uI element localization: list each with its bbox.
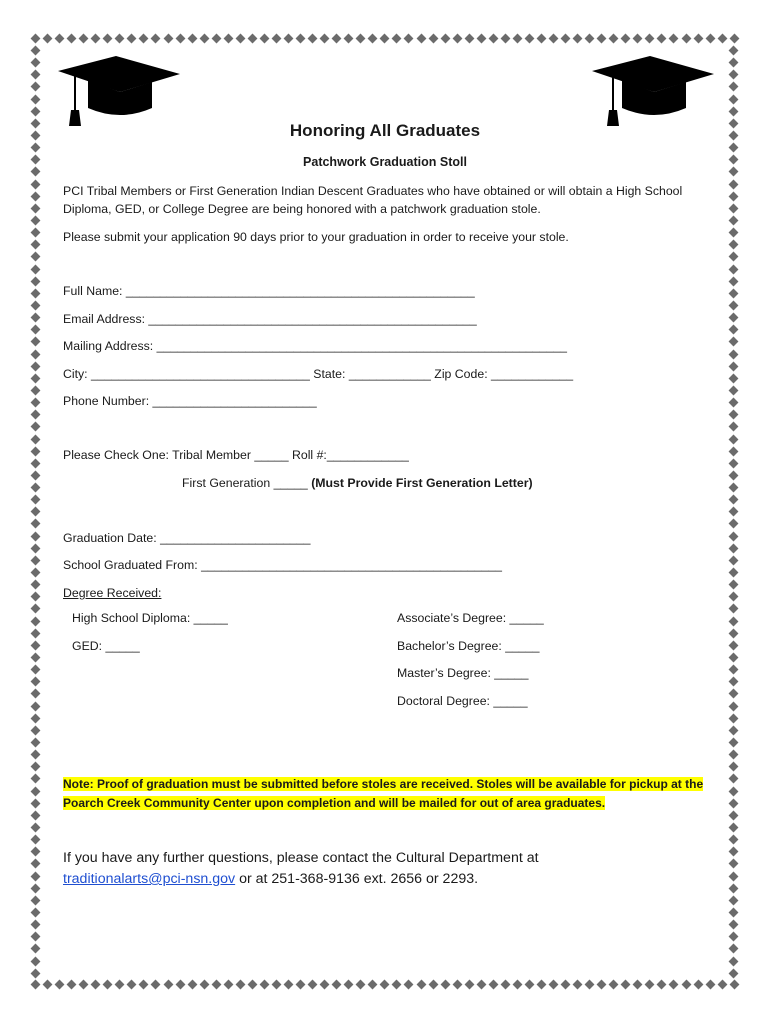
diamond-ornament bbox=[31, 592, 41, 602]
diamond-ornament bbox=[392, 980, 402, 990]
page-title: Honoring All Graduates bbox=[289, 121, 481, 140]
diamond-ornament bbox=[729, 94, 739, 104]
diamond-ornament bbox=[31, 385, 41, 395]
diamond-ornament bbox=[31, 203, 41, 213]
diamond-ornament bbox=[717, 980, 727, 990]
diamond-ornament bbox=[79, 34, 89, 44]
diamond-ornament bbox=[621, 34, 631, 44]
diamond-ornament bbox=[524, 34, 534, 44]
diamond-ornament bbox=[729, 495, 739, 505]
diamond-ornament bbox=[729, 653, 739, 663]
diamond-border-left bbox=[30, 45, 42, 979]
diamond-ornament bbox=[320, 980, 330, 990]
diamond-ornament bbox=[537, 34, 547, 44]
diamond-ornament bbox=[31, 725, 41, 735]
diamond-ornament bbox=[31, 94, 41, 104]
diamond-ornament bbox=[729, 604, 739, 614]
diamond-ornament bbox=[199, 34, 209, 44]
degree-associate[interactable]: Associate’s Degree: _____ bbox=[397, 611, 544, 625]
diamond-ornament bbox=[368, 980, 378, 990]
diamond-ornament bbox=[31, 373, 41, 383]
diamond-border-top bbox=[30, 33, 740, 45]
full-name-field[interactable]: Full Name: ___________________________________________________ bbox=[63, 284, 475, 298]
diamond-ornament bbox=[223, 980, 233, 990]
diamond-ornament bbox=[43, 980, 53, 990]
diamond-ornament bbox=[729, 228, 739, 238]
diamond-ornament bbox=[404, 34, 414, 44]
school-field[interactable]: School Graduated From: ____________________________________________ bbox=[63, 558, 502, 572]
diamond-ornament bbox=[585, 980, 595, 990]
diamond-ornament bbox=[729, 580, 739, 590]
diamond-ornament bbox=[657, 980, 667, 990]
diamond-ornament bbox=[729, 70, 739, 80]
diamond-ornament bbox=[115, 980, 125, 990]
diamond-ornament bbox=[199, 980, 209, 990]
phone-info: or at 251-368-9136 ext. 2656 or 2293. bbox=[235, 871, 479, 887]
diamond-ornament bbox=[729, 264, 739, 274]
diamond-ornament bbox=[31, 434, 41, 444]
diamond-ornament bbox=[31, 895, 41, 905]
diamond-ornament bbox=[621, 980, 631, 990]
diamond-ornament bbox=[512, 980, 522, 990]
diamond-ornament bbox=[31, 422, 41, 432]
graduation-cap-icon bbox=[592, 56, 714, 128]
diamond-ornament bbox=[163, 34, 173, 44]
degree-doctoral[interactable]: Doctoral Degree: _____ bbox=[397, 694, 528, 708]
diamond-ornament bbox=[31, 58, 41, 68]
diamond-ornament bbox=[31, 543, 41, 553]
diamond-ornament bbox=[729, 932, 739, 942]
diamond-ornament bbox=[729, 34, 739, 44]
proof-note bbox=[63, 775, 713, 813]
diamond-ornament bbox=[151, 980, 161, 990]
diamond-ornament bbox=[31, 276, 41, 286]
diamond-ornament bbox=[729, 58, 739, 68]
diamond-ornament bbox=[729, 592, 739, 602]
diamond-ornament bbox=[476, 980, 486, 990]
diamond-ornament bbox=[31, 337, 41, 347]
diamond-ornament bbox=[681, 34, 691, 44]
diamond-ornament bbox=[31, 750, 41, 760]
diamond-ornament bbox=[681, 980, 691, 990]
diamond-ornament bbox=[235, 34, 245, 44]
diamond-ornament bbox=[440, 980, 450, 990]
diamond-ornament bbox=[705, 980, 715, 990]
diamond-ornament bbox=[31, 580, 41, 590]
city-state-zip-field[interactable]: City: ________________________________ State: ____________ Zip Code: ____________ bbox=[63, 367, 574, 381]
diamond-ornament bbox=[127, 34, 137, 44]
diamond-ornament bbox=[31, 398, 41, 408]
diamond-ornament bbox=[549, 34, 559, 44]
diamond-ornament bbox=[344, 980, 354, 990]
tribal-member-check[interactable]: Please Check One: Tribal Member _____ Roll #:____________ bbox=[63, 448, 409, 462]
diamond-ornament bbox=[31, 701, 41, 711]
diamond-ornament bbox=[729, 956, 739, 966]
diamond-ornament bbox=[729, 385, 739, 395]
diamond-ornament bbox=[115, 34, 125, 44]
diamond-ornament bbox=[729, 640, 739, 650]
diamond-ornament bbox=[561, 34, 571, 44]
diamond-ornament bbox=[729, 980, 739, 990]
diamond-ornament bbox=[31, 264, 41, 274]
diamond-ornament bbox=[428, 980, 438, 990]
diamond-ornament bbox=[633, 980, 643, 990]
diamond-ornament bbox=[729, 458, 739, 468]
diamond-ornament bbox=[729, 349, 739, 359]
diamond-ornament bbox=[31, 361, 41, 371]
diamond-ornament bbox=[151, 34, 161, 44]
diamond-ornament bbox=[31, 798, 41, 808]
email-link[interactable]: traditionalarts@pci-nsn.gov bbox=[63, 871, 236, 887]
diamond-ornament bbox=[392, 34, 402, 44]
diamond-ornament bbox=[31, 313, 41, 323]
diamond-ornament bbox=[729, 179, 739, 189]
diamond-ornament bbox=[55, 980, 65, 990]
graduation-cap-icon bbox=[58, 56, 180, 128]
diamond-ornament bbox=[705, 34, 715, 44]
diamond-ornament bbox=[284, 34, 294, 44]
diamond-ornament bbox=[31, 968, 41, 978]
diamond-ornament bbox=[729, 665, 739, 675]
diamond-ornament bbox=[729, 738, 739, 748]
submission-instructions: Please submit your application 90 days prior to your graduation in order to receive your stole. bbox=[63, 230, 569, 244]
diamond-ornament bbox=[633, 34, 643, 44]
diamond-ornament bbox=[729, 713, 739, 723]
diamond-ornament bbox=[380, 34, 390, 44]
diamond-ornament bbox=[211, 980, 221, 990]
diamond-ornament bbox=[175, 980, 185, 990]
diamond-ornament bbox=[729, 810, 739, 820]
diamond-ornament bbox=[139, 980, 149, 990]
diamond-ornament bbox=[31, 228, 41, 238]
diamond-ornament bbox=[693, 34, 703, 44]
diamond-ornament bbox=[729, 191, 739, 201]
diamond-ornament bbox=[31, 252, 41, 262]
diamond-ornament bbox=[31, 568, 41, 578]
diamond-ornament bbox=[103, 980, 113, 990]
diamond-ornament bbox=[187, 34, 197, 44]
diamond-ornament bbox=[344, 34, 354, 44]
diamond-ornament bbox=[657, 34, 667, 44]
first-generation-note: (Must Provide First Generation Letter) bbox=[311, 476, 533, 490]
page-subtitle: Patchwork Graduation Stoll bbox=[303, 155, 467, 169]
diamond-ornament bbox=[31, 179, 41, 189]
diamond-ornament bbox=[729, 750, 739, 760]
diamond-ornament bbox=[67, 34, 77, 44]
diamond-ornament bbox=[416, 34, 426, 44]
diamond-ornament bbox=[729, 46, 739, 56]
diamond-ornament bbox=[452, 34, 462, 44]
diamond-ornament bbox=[31, 835, 41, 845]
diamond-ornament bbox=[729, 446, 739, 456]
diamond-ornament bbox=[729, 920, 739, 930]
diamond-ornament bbox=[729, 689, 739, 699]
diamond-ornament bbox=[31, 519, 41, 529]
diamond-ornament bbox=[512, 34, 522, 44]
diamond-ornament bbox=[729, 701, 739, 711]
diamond-ornament bbox=[428, 34, 438, 44]
diamond-ornament bbox=[729, 677, 739, 687]
diamond-ornament bbox=[271, 34, 281, 44]
diamond-ornament bbox=[729, 531, 739, 541]
degree-high-school[interactable]: High School Diploma: _____ bbox=[72, 611, 228, 625]
diamond-ornament bbox=[500, 34, 510, 44]
diamond-ornament bbox=[729, 240, 739, 250]
diamond-ornament bbox=[31, 762, 41, 772]
diamond-ornament bbox=[31, 143, 41, 153]
diamond-ornament bbox=[187, 980, 197, 990]
diamond-ornament bbox=[729, 216, 739, 226]
diamond-ornament bbox=[31, 713, 41, 723]
diamond-ornament bbox=[729, 908, 739, 918]
diamond-ornament bbox=[729, 483, 739, 493]
diamond-ornament bbox=[729, 301, 739, 311]
diamond-ornament bbox=[729, 288, 739, 298]
diamond-ornament bbox=[31, 871, 41, 881]
diamond-ornament bbox=[31, 470, 41, 480]
diamond-ornament bbox=[163, 980, 173, 990]
diamond-ornament bbox=[645, 980, 655, 990]
diamond-ornament bbox=[416, 980, 426, 990]
diamond-ornament bbox=[308, 34, 318, 44]
diamond-ornament bbox=[31, 46, 41, 56]
diamond-ornament bbox=[549, 980, 559, 990]
diamond-ornament bbox=[31, 932, 41, 942]
diamond-ornament bbox=[729, 422, 739, 432]
diamond-ornament bbox=[31, 82, 41, 92]
diamond-ornament bbox=[31, 34, 41, 44]
diamond-ornament bbox=[271, 980, 281, 990]
diamond-ornament bbox=[368, 34, 378, 44]
diamond-ornament bbox=[380, 980, 390, 990]
diamond-ornament bbox=[31, 240, 41, 250]
diamond-ornament bbox=[729, 883, 739, 893]
diamond-ornament bbox=[31, 944, 41, 954]
diamond-ornament bbox=[729, 82, 739, 92]
diamond-ornament bbox=[573, 34, 583, 44]
diamond-ornament bbox=[31, 288, 41, 298]
diamond-ornament bbox=[284, 980, 294, 990]
diamond-ornament bbox=[464, 34, 474, 44]
graduation-date-field[interactable]: Graduation Date: ______________________ bbox=[63, 531, 311, 545]
note-text: Note: Proof of graduation must be submitted before stoles are received. Stoles will be available for pickup at the Poarch Creek Community Center upon completion and will be mailed for out of area graduates. bbox=[63, 777, 704, 810]
diamond-ornament bbox=[729, 968, 739, 978]
diamond-ornament bbox=[31, 738, 41, 748]
diamond-ornament bbox=[729, 106, 739, 116]
diamond-ornament bbox=[717, 34, 727, 44]
diamond-ornament bbox=[31, 531, 41, 541]
diamond-ornament bbox=[729, 313, 739, 323]
diamond-ornament bbox=[561, 980, 571, 990]
diamond-ornament bbox=[729, 568, 739, 578]
diamond-ornament bbox=[296, 980, 306, 990]
diamond-ornament bbox=[103, 34, 113, 44]
diamond-ornament bbox=[440, 34, 450, 44]
diamond-ornament bbox=[296, 34, 306, 44]
diamond-ornament bbox=[31, 507, 41, 517]
diamond-ornament bbox=[31, 446, 41, 456]
diamond-ornament bbox=[609, 34, 619, 44]
mailing-address-field[interactable]: Mailing Address: ____________________________________________________________ bbox=[63, 339, 567, 353]
diamond-ornament bbox=[31, 689, 41, 699]
diamond-ornament bbox=[79, 980, 89, 990]
diamond-ornament bbox=[332, 34, 342, 44]
diamond-ornament bbox=[693, 980, 703, 990]
diamond-ornament bbox=[31, 216, 41, 226]
diamond-ornament bbox=[464, 980, 474, 990]
diamond-ornament bbox=[139, 34, 149, 44]
degree-ged[interactable]: GED: _____ bbox=[72, 639, 140, 653]
diamond-ornament bbox=[91, 34, 101, 44]
diamond-ornament bbox=[500, 980, 510, 990]
diamond-ornament bbox=[31, 628, 41, 638]
email-field[interactable]: Email Address: ________________________________________________ bbox=[63, 312, 477, 326]
diamond-ornament bbox=[729, 774, 739, 784]
diamond-ornament bbox=[175, 34, 185, 44]
diamond-ornament bbox=[729, 871, 739, 881]
diamond-ornament bbox=[247, 980, 257, 990]
diamond-ornament bbox=[729, 786, 739, 796]
diamond-ornament bbox=[247, 34, 257, 44]
diamond-border-right bbox=[728, 45, 740, 979]
contact-line: If you have any further questions, please contact the Cultural Department at bbox=[63, 850, 539, 866]
diamond-ornament bbox=[223, 34, 233, 44]
diamond-ornament bbox=[31, 908, 41, 918]
diamond-ornament bbox=[31, 859, 41, 869]
diamond-ornament bbox=[729, 543, 739, 553]
diamond-ornament bbox=[669, 980, 679, 990]
diamond-ornament bbox=[729, 555, 739, 565]
diamond-ornament bbox=[31, 677, 41, 687]
diamond-ornament bbox=[729, 895, 739, 905]
diamond-ornament bbox=[31, 653, 41, 663]
diamond-ornament bbox=[729, 835, 739, 845]
diamond-ornament bbox=[31, 483, 41, 493]
diamond-ornament bbox=[729, 798, 739, 808]
diamond-ornament bbox=[31, 604, 41, 614]
diamond-ornament bbox=[729, 398, 739, 408]
diamond-ornament bbox=[211, 34, 221, 44]
diamond-ornament bbox=[729, 725, 739, 735]
diamond-ornament bbox=[452, 980, 462, 990]
intro-paragraph: PCI Tribal Members or First Generation Indian Descent Graduates who have obtained or will obtain a High School Diploma, GED, or College Degree are being honored with a patchwork graduation stole. bbox=[63, 184, 683, 216]
diamond-ornament bbox=[729, 847, 739, 857]
diamond-ornament bbox=[404, 980, 414, 990]
diamond-ornament bbox=[609, 980, 619, 990]
diamond-ornament bbox=[31, 847, 41, 857]
diamond-ornament bbox=[729, 337, 739, 347]
diamond-ornament bbox=[597, 34, 607, 44]
diamond-ornament bbox=[729, 519, 739, 529]
diamond-ornament bbox=[573, 980, 583, 990]
diamond-ornament bbox=[31, 616, 41, 626]
diamond-ornament bbox=[31, 823, 41, 833]
diamond-ornament bbox=[729, 616, 739, 626]
diamond-ornament bbox=[31, 106, 41, 116]
diamond-ornament bbox=[31, 786, 41, 796]
diamond-ornament bbox=[729, 276, 739, 286]
diamond-ornament bbox=[356, 980, 366, 990]
diamond-ornament bbox=[729, 410, 739, 420]
diamond-ornament bbox=[43, 34, 53, 44]
diamond-ornament bbox=[31, 410, 41, 420]
diamond-ornament bbox=[729, 859, 739, 869]
first-generation-label: First Generation _____ bbox=[182, 476, 308, 490]
degree-master[interactable]: Master’s Degree: _____ bbox=[397, 666, 529, 680]
diamond-ornament bbox=[31, 349, 41, 359]
diamond-ornament bbox=[91, 980, 101, 990]
diamond-ornament bbox=[729, 143, 739, 153]
diamond-ornament bbox=[31, 555, 41, 565]
diamond-ornament bbox=[488, 980, 498, 990]
diamond-ornament bbox=[585, 34, 595, 44]
diamond-ornament bbox=[729, 823, 739, 833]
diamond-ornament bbox=[729, 252, 739, 262]
diamond-ornament bbox=[729, 361, 739, 371]
diamond-ornament bbox=[729, 434, 739, 444]
diamond-ornament bbox=[235, 980, 245, 990]
diamond-ornament bbox=[31, 665, 41, 675]
diamond-ornament bbox=[127, 980, 137, 990]
diamond-ornament bbox=[524, 980, 534, 990]
diamond-ornament bbox=[320, 34, 330, 44]
diamond-ornament bbox=[308, 980, 318, 990]
diamond-ornament bbox=[259, 34, 269, 44]
diamond-ornament bbox=[729, 944, 739, 954]
diamond-ornament bbox=[67, 980, 77, 990]
diamond-ornament bbox=[31, 920, 41, 930]
diamond-ornament bbox=[31, 883, 41, 893]
first-generation-check[interactable] bbox=[182, 474, 533, 492]
diamond-ornament bbox=[645, 34, 655, 44]
diamond-ornament bbox=[729, 470, 739, 480]
diamond-ornament bbox=[332, 980, 342, 990]
diamond-ornament bbox=[31, 956, 41, 966]
diamond-ornament bbox=[729, 762, 739, 772]
contact-info bbox=[63, 848, 713, 890]
diamond-border-bottom bbox=[30, 979, 740, 991]
diamond-ornament bbox=[356, 34, 366, 44]
diamond-ornament bbox=[31, 458, 41, 468]
diamond-ornament bbox=[488, 34, 498, 44]
diamond-ornament bbox=[597, 980, 607, 990]
diamond-ornament bbox=[31, 70, 41, 80]
diamond-ornament bbox=[729, 325, 739, 335]
diamond-ornament bbox=[669, 34, 679, 44]
diamond-ornament bbox=[31, 191, 41, 201]
degree-heading: Degree Received: bbox=[63, 586, 162, 600]
diamond-ornament bbox=[729, 507, 739, 517]
diamond-ornament bbox=[729, 203, 739, 213]
diamond-ornament bbox=[259, 980, 269, 990]
diamond-ornament bbox=[31, 774, 41, 784]
diamond-ornament bbox=[729, 373, 739, 383]
diamond-ornament bbox=[31, 980, 41, 990]
diamond-ornament bbox=[729, 628, 739, 638]
diamond-ornament bbox=[476, 34, 486, 44]
diamond-ornament bbox=[31, 495, 41, 505]
diamond-ornament bbox=[31, 301, 41, 311]
diamond-ornament bbox=[55, 34, 65, 44]
degree-bachelor[interactable]: Bachelor’s Degree: _____ bbox=[397, 639, 540, 653]
diamond-ornament bbox=[537, 980, 547, 990]
diamond-ornament bbox=[31, 640, 41, 650]
diamond-ornament bbox=[31, 810, 41, 820]
diamond-ornament bbox=[31, 325, 41, 335]
phone-field[interactable]: Phone Number: ________________________ bbox=[63, 394, 317, 408]
